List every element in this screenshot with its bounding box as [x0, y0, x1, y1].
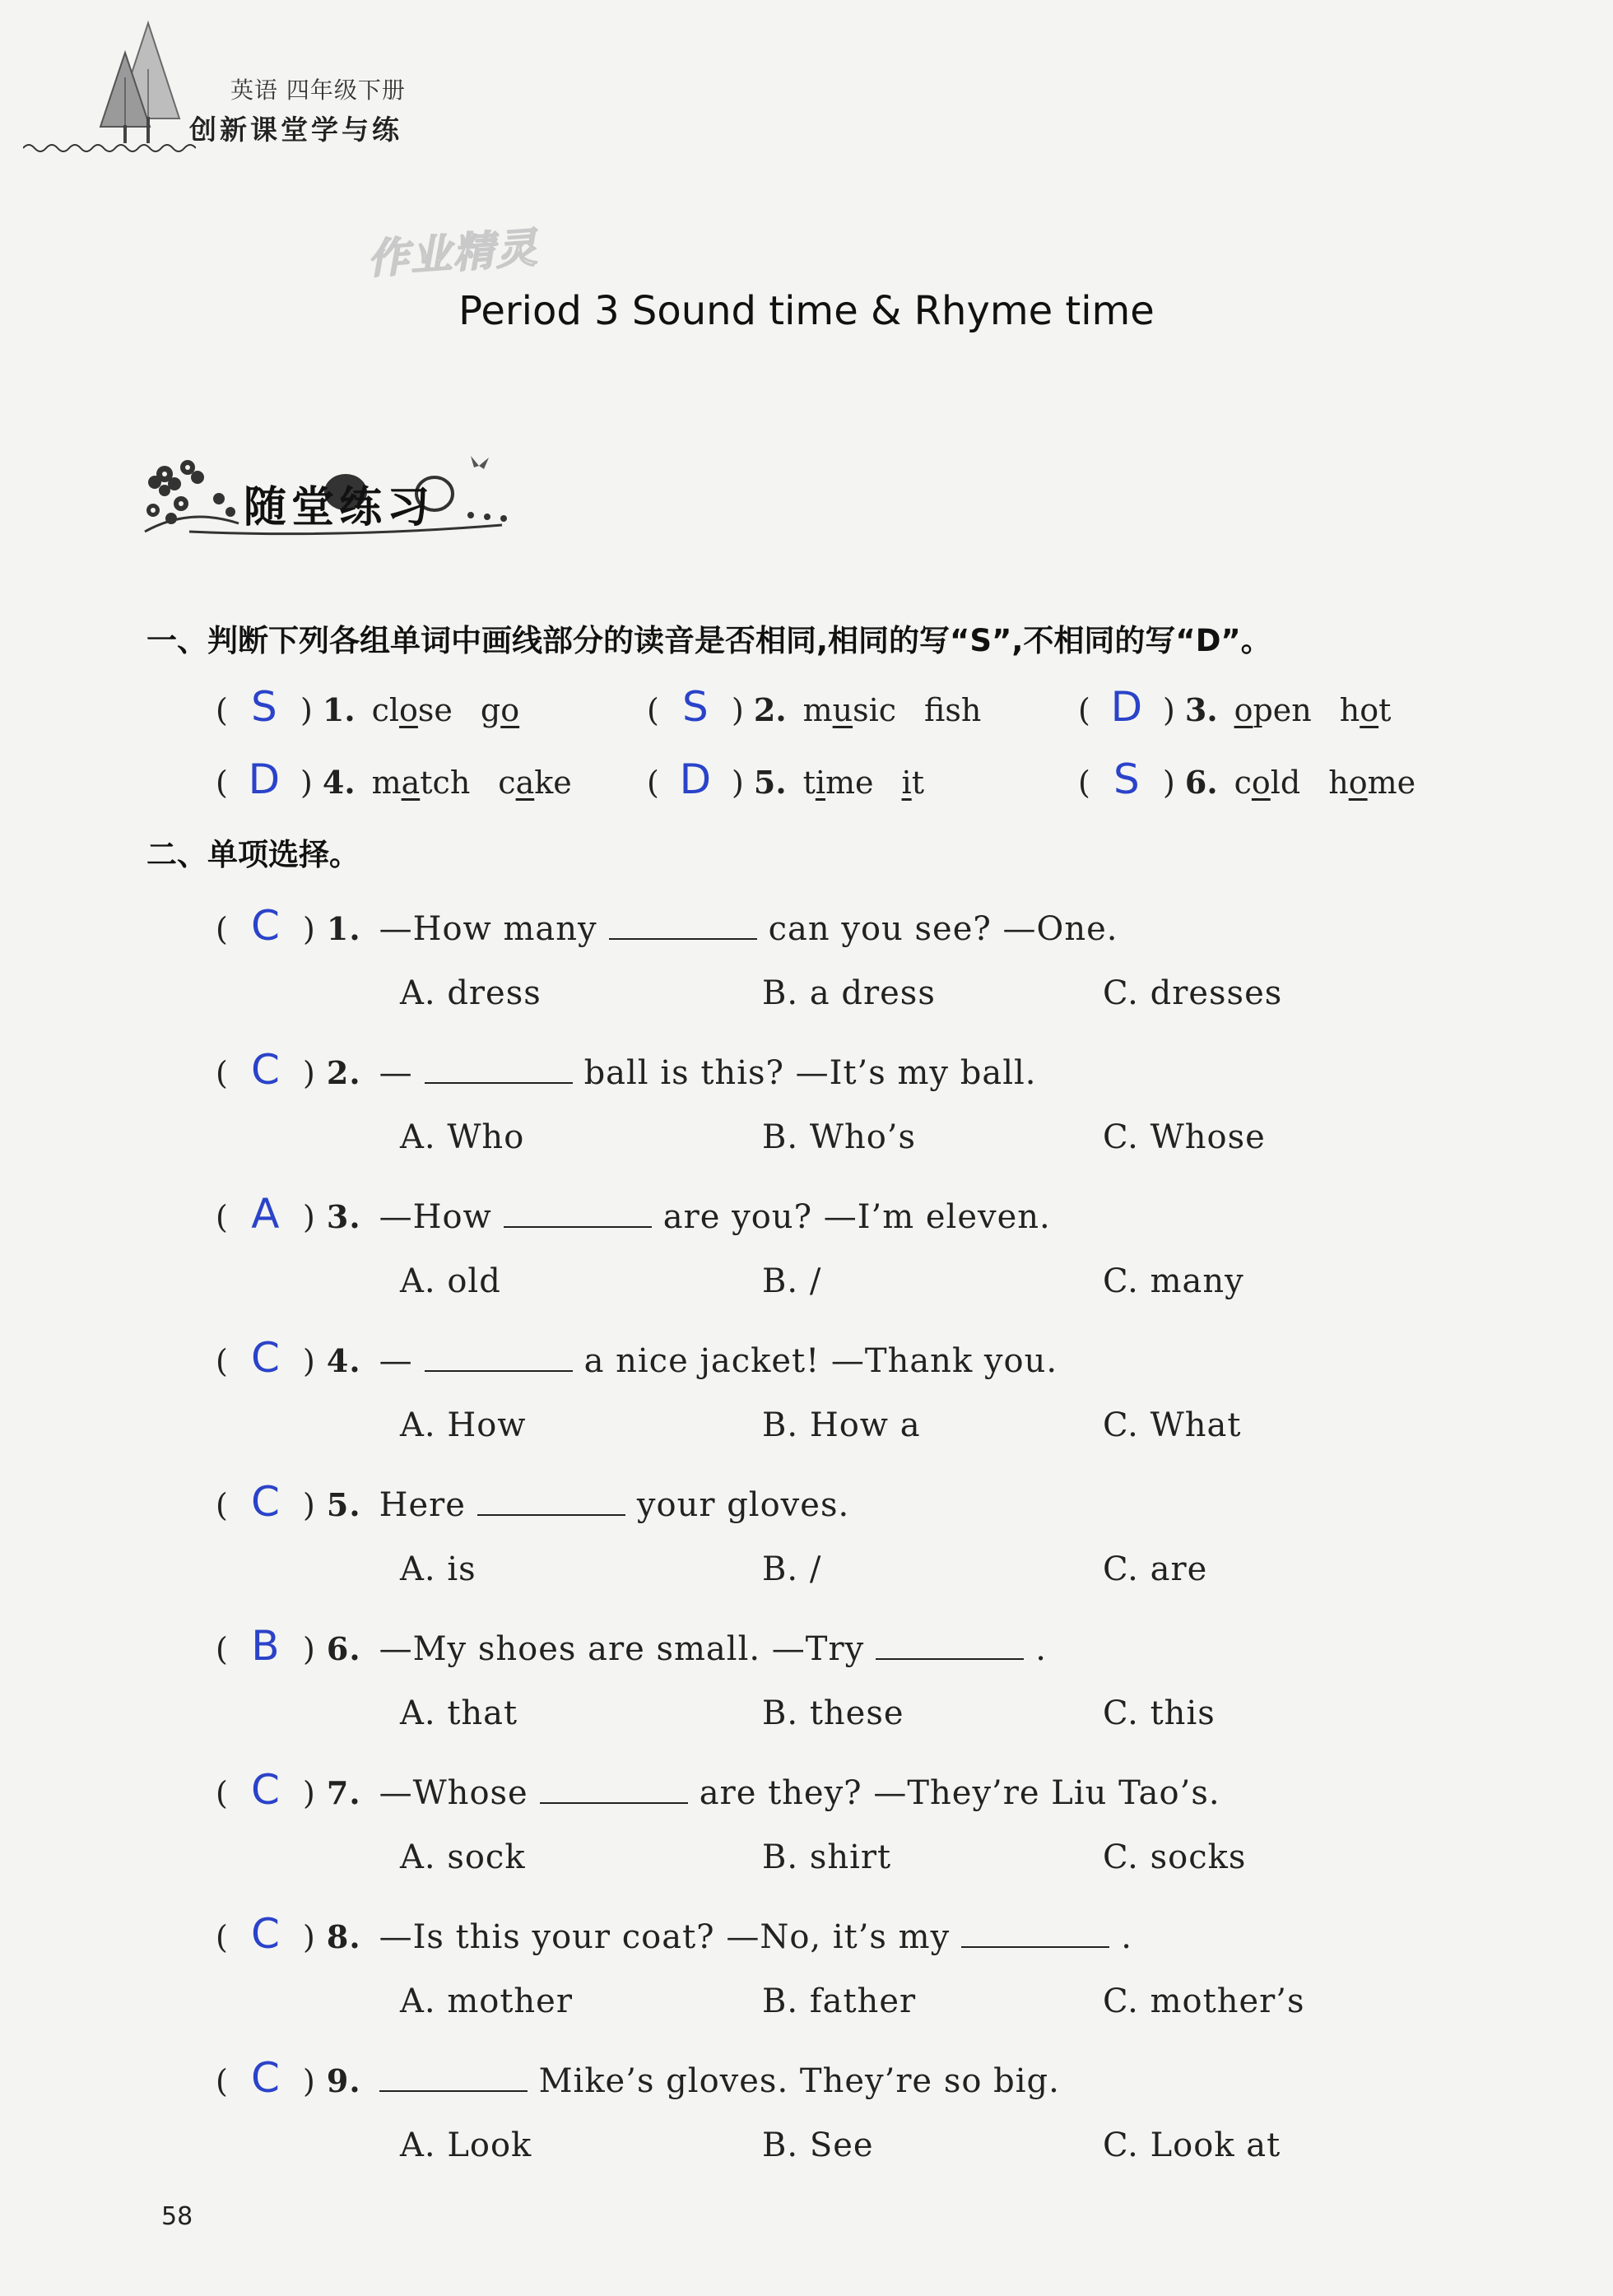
option-c[interactable]: C. socks [1103, 1838, 1247, 1876]
option-b[interactable]: B. / [762, 1262, 822, 1300]
question-text: —Is this your coat? —No, it’s my [379, 1918, 951, 1956]
watermark: 作业精灵 [365, 223, 541, 284]
option-a[interactable]: A. Who [400, 1118, 525, 1156]
option-b[interactable]: B. these [762, 1694, 904, 1732]
paren-open: ( [216, 692, 238, 728]
question-row [216, 1334, 1058, 1382]
question-text: — [379, 1054, 413, 1092]
option-a[interactable]: A. that [400, 1694, 518, 1732]
sound-item [1078, 683, 1391, 731]
question-row [216, 1478, 849, 1526]
option-a[interactable]: A. is [400, 1550, 476, 1588]
question-text: —Whose [379, 1774, 528, 1812]
paren-open: ( [216, 765, 238, 801]
answer-mark[interactable]: S [251, 683, 277, 731]
answer-mark[interactable]: C [250, 1334, 281, 1382]
paren-close: ) [290, 765, 323, 801]
section2-heading: 二、单项选择。 [146, 837, 360, 872]
paren-close: ) [721, 692, 754, 728]
question-text: . [1121, 1918, 1132, 1956]
wave-divider-icon [23, 142, 196, 155]
paren-open: ( [216, 1199, 239, 1235]
item-number: 4. [322, 764, 356, 801]
paren-open: ( [216, 1343, 239, 1379]
word-part: me [1367, 765, 1416, 801]
question-number: 6. [326, 1630, 361, 1667]
answer-blank[interactable] [609, 913, 757, 940]
question-row [216, 1766, 1220, 1814]
question-text: Here [379, 1486, 466, 1524]
option-c[interactable]: C. Look at [1103, 2126, 1281, 2164]
word-part: sic [853, 692, 897, 728]
paren-close: ) [290, 692, 323, 728]
question-text: —My shoes are small. —Try [379, 1630, 865, 1668]
word [1340, 692, 1392, 728]
answer-blank[interactable] [876, 1634, 1024, 1660]
answer-blank[interactable] [540, 1778, 688, 1804]
question-text: are you? —I’m eleven. [662, 1198, 1051, 1236]
word [498, 765, 571, 801]
word-part: ld [1270, 765, 1301, 801]
word-part: pen [1253, 692, 1312, 728]
question-text: . [1035, 1630, 1047, 1668]
item-number: 3. [1184, 691, 1218, 728]
option-b[interactable]: B. How a [762, 1406, 921, 1444]
word [481, 692, 519, 728]
option-c[interactable]: C. many [1103, 1262, 1244, 1300]
word [902, 765, 924, 801]
word-part: tch [420, 765, 471, 801]
option-b[interactable]: B. father [762, 1982, 917, 2020]
word [803, 692, 896, 728]
sound-item [647, 683, 981, 731]
word-part: c [1234, 765, 1252, 801]
word [924, 692, 981, 728]
question-text: are they? —They’re Liu Tao’s. [699, 1774, 1220, 1812]
question-text: ball is this? —It’s my ball. [583, 1054, 1037, 1092]
answer-blank[interactable] [425, 1346, 573, 1372]
option-b[interactable]: B. / [762, 1550, 822, 1588]
question-number: 4. [326, 1342, 361, 1379]
underlined-letters: o [500, 692, 520, 728]
word-part: g [480, 692, 501, 728]
answer-blank[interactable] [504, 1201, 652, 1228]
paren-open: ( [216, 1775, 239, 1811]
word-part: t [802, 765, 816, 801]
sound-item [216, 755, 572, 803]
answer-mark[interactable]: C [250, 1910, 281, 1958]
paren-open: ( [216, 1919, 239, 1955]
underlined-letters: a [401, 765, 421, 801]
paren-close: ) [291, 1775, 327, 1811]
answer-mark[interactable]: C [250, 2054, 281, 2102]
sound-item [1078, 755, 1415, 803]
option-a[interactable]: A. old [400, 1262, 501, 1300]
question-number: 2. [326, 1054, 361, 1091]
word [1234, 765, 1301, 801]
paren-close: ) [721, 765, 754, 801]
word [803, 765, 874, 801]
question-number: 3. [326, 1198, 361, 1235]
option-a[interactable]: A. mother [400, 1982, 573, 2020]
sound-item [216, 683, 519, 731]
option-a[interactable]: A. Look [400, 2126, 532, 2164]
underlined-letters: a [515, 765, 535, 801]
paren-open: ( [216, 1487, 239, 1523]
word-part: t [911, 765, 924, 801]
question-text: —How [379, 1198, 492, 1236]
paren-open: ( [216, 1631, 239, 1667]
item-number: 2. [753, 691, 787, 728]
paren-open: ( [216, 911, 239, 947]
paren-close: ) [1152, 692, 1185, 728]
question-row [216, 902, 1118, 950]
sound-item [647, 755, 924, 803]
paren-open: ( [647, 692, 669, 728]
answer-mark[interactable]: B [251, 1622, 281, 1670]
word-part: f [924, 692, 946, 728]
answer-mark[interactable]: C [250, 1478, 281, 1526]
answer-blank[interactable] [477, 1490, 625, 1516]
section-badge-label: 随堂练习 [244, 483, 435, 532]
tree-logo-icon [92, 20, 199, 143]
option-c[interactable]: C. What [1103, 1406, 1242, 1444]
paren-close: ) [291, 2063, 327, 2099]
underlined-letters: o [399, 692, 418, 728]
paren-open: ( [647, 765, 669, 801]
option-c[interactable]: C. this [1103, 1694, 1216, 1732]
question-row [216, 1910, 1132, 1958]
option-c[interactable]: C. Whose [1103, 1118, 1266, 1156]
answer-blank[interactable] [425, 1057, 573, 1084]
underlined-letters: o [1348, 765, 1368, 801]
option-c[interactable]: C. are [1103, 1550, 1208, 1588]
answer-blank[interactable] [379, 2066, 528, 2092]
question-text: Mike’s gloves. They’re so big. [538, 2062, 1060, 2100]
question-text: your gloves. [636, 1486, 850, 1524]
paren-close: ) [291, 1199, 327, 1235]
paren-open: ( [216, 1055, 239, 1091]
item-number: 1. [322, 691, 356, 728]
word-part: sh [945, 692, 982, 728]
answer-mark[interactable]: C [250, 902, 281, 950]
word-part: cl [371, 692, 399, 728]
paren-close: ) [291, 1487, 327, 1523]
header-subject: 英语 四年级下册 [230, 77, 406, 104]
paren-open: ( [216, 2063, 239, 2099]
word-part: se [417, 692, 453, 728]
word-part: me [825, 765, 874, 801]
option-b[interactable]: B. a dress [762, 974, 936, 1012]
answer-mark[interactable]: D [1110, 683, 1143, 731]
underlined-letters: o [1234, 692, 1253, 728]
option-a[interactable]: A. sock [400, 1838, 526, 1876]
question-text: can you see? —One. [768, 910, 1118, 948]
underlined-letters: o [1251, 765, 1271, 801]
option-b[interactable]: B. See [762, 2126, 874, 2164]
word [1234, 692, 1312, 728]
word [372, 765, 471, 801]
word-part: h [1339, 692, 1360, 728]
answer-mark[interactable]: A [251, 1190, 281, 1238]
question-text: — [379, 1342, 413, 1380]
question-row [216, 1046, 1037, 1094]
section1-heading: 一、判断下列各组单词中画线部分的读音是否相同,相同的写“S”,不相同的写“D”。 [146, 623, 1271, 658]
question-text: a nice jacket! —Thank you. [583, 1342, 1058, 1380]
question-number: 5. [326, 1486, 361, 1523]
answer-mark[interactable]: S [1113, 755, 1140, 803]
underlined-letters: i [815, 765, 825, 801]
option-a[interactable]: A. How [400, 1406, 527, 1444]
word-part: c [498, 765, 516, 801]
option-b[interactable]: B. Who’s [762, 1118, 917, 1156]
underlined-letters: o [1360, 692, 1379, 728]
underlined-letters: i [901, 765, 912, 801]
question-number: 9. [326, 2062, 361, 2099]
underlined-letters: u [832, 692, 853, 728]
paren-open: ( [1078, 692, 1100, 728]
answer-mark[interactable]: D [248, 755, 281, 803]
paren-close: ) [291, 1919, 327, 1955]
paren-close: ) [291, 1343, 327, 1379]
option-c[interactable]: C. dresses [1103, 974, 1283, 1012]
option-a[interactable]: A. dress [400, 974, 542, 1012]
question-number: 8. [326, 1918, 361, 1955]
word-part: m [371, 765, 402, 801]
word-part: t [1378, 692, 1392, 728]
header-book-title: 创新课堂学与练 [189, 114, 402, 146]
word-part: h [1328, 765, 1349, 801]
paren-close: ) [291, 1055, 327, 1091]
paren-close: ) [1152, 765, 1185, 801]
word [372, 692, 453, 728]
question-number: 1. [326, 910, 361, 947]
page-number: 58 [161, 2202, 193, 2231]
paren-open: ( [1078, 765, 1100, 801]
word [1328, 765, 1415, 801]
answer-blank[interactable] [961, 1922, 1109, 1948]
word-part: m [802, 692, 833, 728]
option-b[interactable]: B. shirt [762, 1838, 892, 1876]
answer-mark[interactable]: C [250, 1046, 281, 1094]
answer-mark[interactable]: S [682, 683, 709, 731]
option-c[interactable]: C. mother’s [1103, 1982, 1305, 2020]
paren-close: ) [291, 911, 327, 947]
answer-mark[interactable]: D [679, 755, 712, 803]
question-row [216, 1190, 1051, 1238]
item-number: 6. [1184, 764, 1218, 801]
answer-mark[interactable]: C [250, 1766, 281, 1814]
question-text: —How many [379, 910, 597, 948]
page-title: Period 3 Sound time & Rhyme time [458, 288, 1155, 334]
question-number: 7. [326, 1774, 361, 1811]
paren-close: ) [291, 1631, 327, 1667]
item-number: 5. [753, 764, 787, 801]
question-row [216, 1622, 1047, 1670]
question-row [216, 2054, 1060, 2102]
word-part: ke [534, 765, 572, 801]
